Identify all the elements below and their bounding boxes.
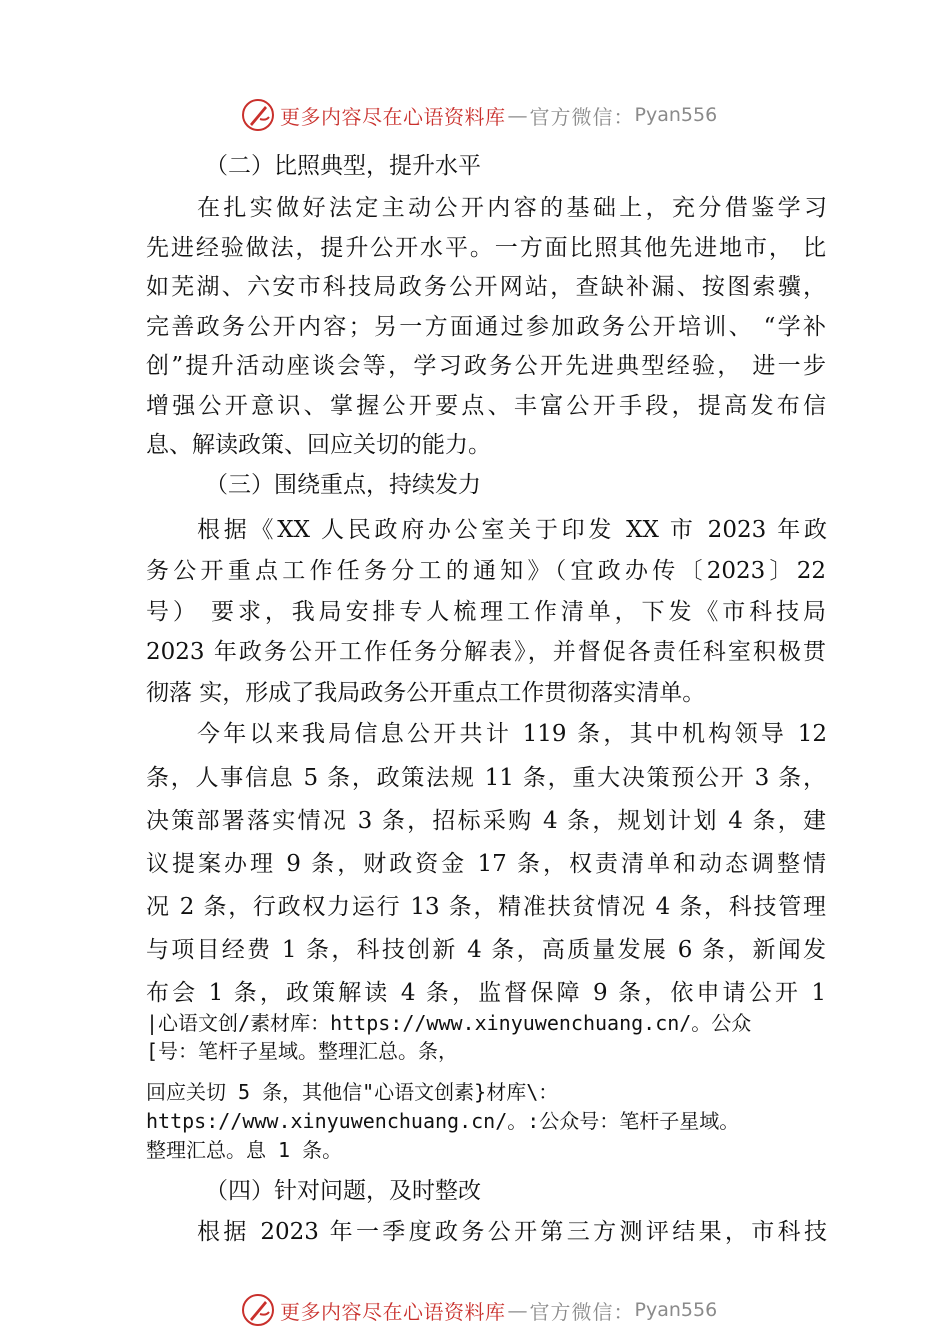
- section-heading-3: （三）围绕重点，持续发力: [205, 472, 481, 498]
- body-line: 况 2 条，行政权力运行 13 条，精准扶贫情况 4 条，科技管理: [146, 894, 826, 920]
- section-heading-4: （四）针对问题，及时整改: [205, 1178, 481, 1204]
- body-line: 在扎实做好法定主动公开内容的基础上，充分借鉴学习: [197, 195, 827, 221]
- body-line: 根据《XX 人民政府办公室关于印发 XX 市 2023 年政: [197, 517, 827, 543]
- body-line: 号） 要求，我局安排专人梳理工作清单，下发《市科技局: [146, 599, 826, 625]
- body-line: 2023 年政务公开工作任务分解表》，并督促各责任科室积极贯: [146, 639, 826, 665]
- watermark-handle: Pyan556: [634, 1299, 718, 1321]
- watermark-main-text: 更多内容尽在心语资料库: [280, 1299, 506, 1324]
- body-line: 彻落 实，形成了我局政务公开重点工作贯彻落实清单。: [146, 680, 706, 706]
- watermark-label: 官方微信：: [529, 104, 635, 129]
- body-line: 务公开重点工作任务分工的通知》（宜政办传〔2023〕22: [146, 558, 826, 584]
- watermark-separator: —: [507, 103, 528, 127]
- body-line: 议提案办理 9 条，财政资金 17 条，权责清单和动态调整情: [146, 851, 826, 877]
- body-line: 先进经验做法，提升公开水平。一方面比照其他先进地市， 比: [146, 235, 826, 261]
- body-line: 完善政务公开内容；另一方面通过参加政务公开培训、 “学补: [146, 314, 826, 340]
- body-line: 如芜湖、六安市科技局政务公开网站，查缺补漏、按图索骥，: [146, 274, 826, 300]
- watermark-inline-line: 回应关切 5 条，其他信"心语文创素}材库\：: [146, 1080, 559, 1104]
- section-heading-2: （二）比照典型，提升水平: [205, 153, 481, 179]
- watermark-inline-line: 整理汇总。息 1 条。: [146, 1138, 343, 1162]
- body-line: 与项目经费 1 条，科技创新 4 条，高质量发展 6 条，新闻发: [146, 937, 826, 963]
- watermark-banner-bottom: [240, 1290, 717, 1330]
- watermark-inline-line: [号：笔杆子星域。整理汇总。条，: [146, 1039, 459, 1063]
- watermark-handle: Pyan556: [634, 104, 718, 126]
- quill-logo-icon: [240, 97, 276, 133]
- body-line: 息、解读政策、回应关切的能力。: [146, 432, 491, 458]
- watermark-separator: —: [507, 1298, 528, 1322]
- body-line: 今年以来我局信息公开共计 119 条，其中机构领导 12: [197, 721, 827, 747]
- body-line: 增强公开意识、掌握公开要点、丰富公开手段，提高发布信: [146, 393, 826, 419]
- body-line: 决策部署落实情况 3 条，招标采购 4 条，规划计划 4 条，建: [146, 808, 826, 834]
- watermark-label: 官方微信：: [529, 1299, 635, 1324]
- body-line: 创”提升活动座谈会等，学习政务公开先进典型经验， 进一步: [146, 353, 826, 379]
- body-line: 根据 2023 年一季度政务公开第三方测评结果，市科技: [197, 1219, 827, 1245]
- quill-logo-icon: [240, 1292, 276, 1328]
- watermark-inline-line: |心语文创/素材库：https://www.xinyuwenchuang.cn/。公众: [146, 1011, 752, 1035]
- watermark-inline-line: https://www.xinyuwenchuang.cn/。:公众号：笔杆子星域。: [146, 1109, 740, 1133]
- body-line: 条，人事信息 5 条，政策法规 11 条，重大决策预公开 3 条，: [146, 765, 826, 791]
- watermark-banner-top: [240, 95, 717, 135]
- watermark-main-text: 更多内容尽在心语资料库: [280, 104, 506, 129]
- body-line: 布会 1 条，政策解读 4 条，监督保障 9 条，依申请公开 1: [146, 980, 826, 1006]
